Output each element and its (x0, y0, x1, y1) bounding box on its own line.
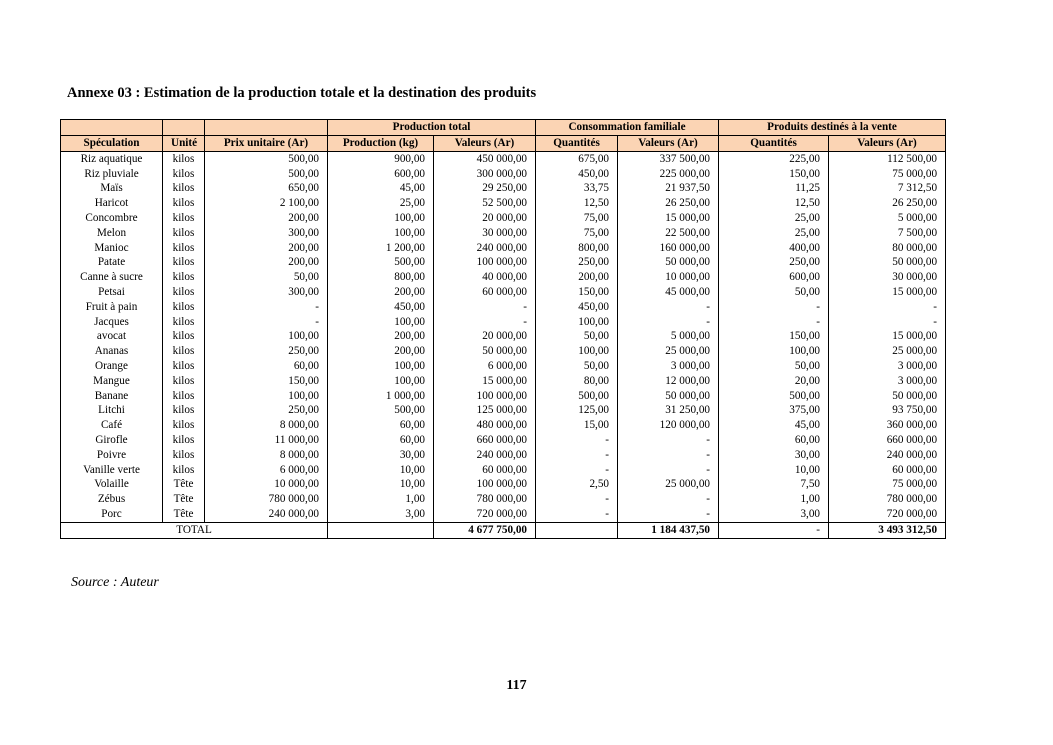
cell-conso-valeur: 25 000,00 (618, 344, 719, 359)
cell-speculation: Poivre (61, 448, 163, 463)
table-row (61, 359, 946, 374)
table-footer (61, 522, 946, 538)
cell-prix-unitaire: 8 000,00 (205, 448, 328, 463)
column-header: Spéculation (61, 136, 163, 152)
cell-vente-quantite: 60,00 (719, 433, 829, 448)
cell-production-valeur: 20 000,00 (434, 211, 536, 226)
cell-speculation: Orange (61, 359, 163, 374)
cell-production-valeur: 660 000,00 (434, 433, 536, 448)
cell-vente-valeur: 80 000,00 (829, 241, 946, 256)
cell-vente-quantite: 25,00 (719, 226, 829, 241)
cell-production-valeur: 780 000,00 (434, 492, 536, 507)
cell-production-kg: 450,00 (328, 300, 434, 315)
cell-production-valeur: 240 000,00 (434, 448, 536, 463)
cell-unite: kilos (163, 270, 205, 285)
cell-speculation: Café (61, 418, 163, 433)
cell-production-valeur: 100 000,00 (434, 389, 536, 404)
cell-prix-unitaire: 200,00 (205, 211, 328, 226)
cell-production-valeur: 50 000,00 (434, 344, 536, 359)
cell-vente-valeur: 3 000,00 (829, 374, 946, 389)
cell-vente-valeur: 26 250,00 (829, 196, 946, 211)
cell-conso-quantite: - (536, 448, 618, 463)
table-row (61, 211, 946, 226)
page-number: 117 (506, 678, 527, 693)
cell-conso-valeur: 25 000,00 (618, 478, 719, 493)
cell-vente-valeur: 30 000,00 (829, 270, 946, 285)
table-row (61, 448, 946, 463)
cell-conso-quantite: 50,00 (536, 330, 618, 345)
cell-prix-unitaire: 6 000,00 (205, 463, 328, 478)
cell-vente-quantite: 3,00 (719, 507, 829, 522)
cell-unite: kilos (163, 359, 205, 374)
column-header: Valeurs (Ar) (618, 136, 719, 152)
cell-prix-unitaire: 60,00 (205, 359, 328, 374)
cell-prix-unitaire: 780 000,00 (205, 492, 328, 507)
table-row (61, 196, 946, 211)
table-row (61, 374, 946, 389)
cell-vente-quantite: 1,00 (719, 492, 829, 507)
cell-conso-valeur: 21 937,50 (618, 182, 719, 197)
table-row (61, 256, 946, 271)
cell-production-kg: 30,00 (328, 448, 434, 463)
cell-vente-quantite: 50,00 (719, 359, 829, 374)
total-blank-cell (536, 522, 618, 538)
cell-vente-quantite: 100,00 (719, 344, 829, 359)
cell-vente-valeur: 93 750,00 (829, 404, 946, 419)
cell-production-kg: 45,00 (328, 182, 434, 197)
cell-conso-quantite: 12,50 (536, 196, 618, 211)
cell-unite: kilos (163, 463, 205, 478)
cell-conso-quantite: - (536, 507, 618, 522)
cell-conso-valeur: 22 500,00 (618, 226, 719, 241)
cell-prix-unitaire: 500,00 (205, 167, 328, 182)
cell-vente-valeur: - (829, 315, 946, 330)
cell-unite: kilos (163, 167, 205, 182)
cell-prix-unitaire: 200,00 (205, 241, 328, 256)
cell-conso-quantite: 150,00 (536, 285, 618, 300)
cell-production-valeur: 720 000,00 (434, 507, 536, 522)
cell-speculation: Litchi (61, 404, 163, 419)
cell-vente-quantite: - (719, 315, 829, 330)
cell-unite: kilos (163, 285, 205, 300)
cell-conso-quantite: 80,00 (536, 374, 618, 389)
cell-vente-quantite: 400,00 (719, 241, 829, 256)
cell-unite: kilos (163, 374, 205, 389)
cell-prix-unitaire: - (205, 300, 328, 315)
cell-unite: kilos (163, 182, 205, 197)
cell-vente-valeur: 5 000,00 (829, 211, 946, 226)
cell-production-kg: 10,00 (328, 463, 434, 478)
cell-production-kg: 200,00 (328, 285, 434, 300)
cell-production-kg: 100,00 (328, 374, 434, 389)
cell-production-kg: 100,00 (328, 359, 434, 374)
cell-conso-valeur: 3 000,00 (618, 359, 719, 374)
table-row (61, 285, 946, 300)
table-row (61, 167, 946, 182)
cell-unite: kilos (163, 211, 205, 226)
cell-unite: kilos (163, 389, 205, 404)
cell-prix-unitaire: - (205, 315, 328, 330)
cell-prix-unitaire: 11 000,00 (205, 433, 328, 448)
cell-unite: kilos (163, 196, 205, 211)
header-blank-cell (205, 120, 328, 136)
table-row (61, 270, 946, 285)
column-header: Valeurs (Ar) (829, 136, 946, 152)
cell-speculation: Porc (61, 507, 163, 522)
cell-vente-valeur: 660 000,00 (829, 433, 946, 448)
cell-vente-quantite: 25,00 (719, 211, 829, 226)
cell-prix-unitaire: 100,00 (205, 389, 328, 404)
cell-conso-valeur: 337 500,00 (618, 152, 719, 167)
cell-vente-quantite: 20,00 (719, 374, 829, 389)
cell-prix-unitaire: 500,00 (205, 152, 328, 167)
cell-production-valeur: 100 000,00 (434, 256, 536, 271)
cell-conso-quantite: 50,00 (536, 359, 618, 374)
cell-production-valeur: 40 000,00 (434, 270, 536, 285)
table-row (61, 507, 946, 522)
cell-prix-unitaire: 2 100,00 (205, 196, 328, 211)
cell-production-valeur: 6 000,00 (434, 359, 536, 374)
cell-vente-quantite: 12,50 (719, 196, 829, 211)
cell-production-kg: 100,00 (328, 211, 434, 226)
cell-speculation: Mangue (61, 374, 163, 389)
column-header: Valeurs (Ar) (434, 136, 536, 152)
cell-conso-valeur: 5 000,00 (618, 330, 719, 345)
table-header (61, 120, 946, 152)
cell-vente-quantite: 500,00 (719, 389, 829, 404)
cell-production-kg: 500,00 (328, 256, 434, 271)
cell-speculation: Petsai (61, 285, 163, 300)
cell-prix-unitaire: 10 000,00 (205, 478, 328, 493)
cell-conso-quantite: 75,00 (536, 211, 618, 226)
total-label: TOTAL (61, 522, 328, 538)
cell-speculation: Manioc (61, 241, 163, 256)
cell-production-valeur: 100 000,00 (434, 478, 536, 493)
column-header: Unité (163, 136, 205, 152)
cell-speculation: Riz pluviale (61, 167, 163, 182)
cell-production-kg: 1 000,00 (328, 389, 434, 404)
cell-vente-valeur: 720 000,00 (829, 507, 946, 522)
cell-production-valeur: - (434, 315, 536, 330)
cell-vente-valeur: 780 000,00 (829, 492, 946, 507)
cell-production-kg: 60,00 (328, 433, 434, 448)
cell-prix-unitaire: 50,00 (205, 270, 328, 285)
cell-conso-valeur: 10 000,00 (618, 270, 719, 285)
cell-production-kg: 100,00 (328, 315, 434, 330)
page-title: Annexe 03 : Estimation de la production totale et la destination des produits (67, 85, 537, 101)
cell-unite: kilos (163, 404, 205, 419)
cell-conso-quantite: 33,75 (536, 182, 618, 197)
cell-vente-quantite: 45,00 (719, 418, 829, 433)
cell-vente-quantite: 7,50 (719, 478, 829, 493)
cell-speculation: Jacques (61, 315, 163, 330)
cell-vente-quantite: 600,00 (719, 270, 829, 285)
cell-unite: kilos (163, 330, 205, 345)
table-row (61, 492, 946, 507)
cell-vente-valeur: 3 000,00 (829, 359, 946, 374)
cell-conso-quantite: 500,00 (536, 389, 618, 404)
cell-unite: kilos (163, 433, 205, 448)
cell-unite: kilos (163, 418, 205, 433)
header-blank-cell (61, 120, 163, 136)
table-row (61, 315, 946, 330)
cell-conso-valeur: - (618, 492, 719, 507)
cell-conso-valeur: 26 250,00 (618, 196, 719, 211)
cell-vente-valeur: 112 500,00 (829, 152, 946, 167)
cell-unite: kilos (163, 241, 205, 256)
cell-production-kg: 900,00 (328, 152, 434, 167)
cell-vente-quantite: 150,00 (719, 167, 829, 182)
cell-production-kg: 1 200,00 (328, 241, 434, 256)
cell-prix-unitaire: 8 000,00 (205, 418, 328, 433)
cell-speculation: Canne à sucre (61, 270, 163, 285)
table-row (61, 152, 946, 167)
cell-vente-quantite: 50,00 (719, 285, 829, 300)
cell-speculation: Fruit à pain (61, 300, 163, 315)
cell-unite: Tête (163, 492, 205, 507)
cell-conso-valeur: - (618, 433, 719, 448)
table-row (61, 404, 946, 419)
cell-prix-unitaire: 150,00 (205, 374, 328, 389)
cell-prix-unitaire: 100,00 (205, 330, 328, 345)
cell-unite: kilos (163, 448, 205, 463)
cell-vente-quantite: 30,00 (719, 448, 829, 463)
header-blank-cell (163, 120, 205, 136)
cell-prix-unitaire: 240 000,00 (205, 507, 328, 522)
cell-speculation: Concombre (61, 211, 163, 226)
total-blank-cell (328, 522, 434, 538)
total-vente-quantity: - (719, 522, 829, 538)
table-row (61, 418, 946, 433)
cell-speculation: avocat (61, 330, 163, 345)
header-production-total: Production total (328, 120, 536, 136)
cell-vente-quantite: 11,25 (719, 182, 829, 197)
cell-production-valeur: 20 000,00 (434, 330, 536, 345)
cell-conso-valeur: - (618, 315, 719, 330)
cell-conso-valeur: 31 250,00 (618, 404, 719, 419)
cell-conso-quantite: 675,00 (536, 152, 618, 167)
cell-prix-unitaire: 300,00 (205, 285, 328, 300)
table-row (61, 344, 946, 359)
cell-production-valeur: 52 500,00 (434, 196, 536, 211)
cell-prix-unitaire: 650,00 (205, 182, 328, 197)
cell-vente-valeur: 25 000,00 (829, 344, 946, 359)
cell-production-kg: 25,00 (328, 196, 434, 211)
cell-production-valeur: 480 000,00 (434, 418, 536, 433)
cell-speculation: Banane (61, 389, 163, 404)
cell-vente-valeur: 360 000,00 (829, 418, 946, 433)
cell-production-valeur: 450 000,00 (434, 152, 536, 167)
cell-conso-valeur: - (618, 448, 719, 463)
cell-conso-quantite: 200,00 (536, 270, 618, 285)
cell-vente-valeur: 7 312,50 (829, 182, 946, 197)
cell-unite: kilos (163, 300, 205, 315)
cell-production-valeur: 60 000,00 (434, 463, 536, 478)
cell-conso-valeur: 160 000,00 (618, 241, 719, 256)
table-row (61, 226, 946, 241)
cell-production-kg: 800,00 (328, 270, 434, 285)
total-row (61, 522, 946, 538)
cell-speculation: Maïs (61, 182, 163, 197)
cell-conso-quantite: 800,00 (536, 241, 618, 256)
cell-production-valeur: - (434, 300, 536, 315)
cell-conso-valeur: 12 000,00 (618, 374, 719, 389)
table-row (61, 300, 946, 315)
cell-vente-valeur: 15 000,00 (829, 285, 946, 300)
cell-conso-valeur: 120 000,00 (618, 418, 719, 433)
cell-speculation: Haricot (61, 196, 163, 211)
cell-conso-valeur: 50 000,00 (618, 256, 719, 271)
cell-production-kg: 200,00 (328, 344, 434, 359)
cell-prix-unitaire: 200,00 (205, 256, 328, 271)
header-produits-vente: Produits destinés à la vente (719, 120, 946, 136)
cell-production-kg: 3,00 (328, 507, 434, 522)
cell-conso-valeur: - (618, 300, 719, 315)
cell-production-kg: 500,00 (328, 404, 434, 419)
table-row (61, 478, 946, 493)
table-row (61, 330, 946, 345)
cell-conso-valeur: 225 000,00 (618, 167, 719, 182)
cell-speculation: Melon (61, 226, 163, 241)
cell-unite: Tête (163, 507, 205, 522)
cell-vente-valeur: 50 000,00 (829, 256, 946, 271)
cell-vente-valeur: 75 000,00 (829, 167, 946, 182)
cell-speculation: Vanille verte (61, 463, 163, 478)
cell-conso-quantite: 100,00 (536, 315, 618, 330)
cell-conso-quantite: 100,00 (536, 344, 618, 359)
cell-vente-quantite: 375,00 (719, 404, 829, 419)
cell-vente-valeur: 15 000,00 (829, 330, 946, 345)
cell-production-valeur: 300 000,00 (434, 167, 536, 182)
cell-speculation: Patate (61, 256, 163, 271)
cell-conso-quantite: 250,00 (536, 256, 618, 271)
cell-conso-quantite: 75,00 (536, 226, 618, 241)
cell-production-valeur: 240 000,00 (434, 241, 536, 256)
cell-conso-valeur: - (618, 507, 719, 522)
cell-production-kg: 60,00 (328, 418, 434, 433)
table-row (61, 463, 946, 478)
cell-vente-quantite: 10,00 (719, 463, 829, 478)
cell-unite: kilos (163, 152, 205, 167)
cell-vente-valeur: - (829, 300, 946, 315)
cell-vente-quantite: 225,00 (719, 152, 829, 167)
cell-speculation: Ananas (61, 344, 163, 359)
source-note: Source : Auteur (71, 575, 159, 590)
cell-production-valeur: 29 250,00 (434, 182, 536, 197)
cell-production-valeur: 60 000,00 (434, 285, 536, 300)
cell-production-kg: 10,00 (328, 478, 434, 493)
cell-unite: kilos (163, 315, 205, 330)
cell-vente-quantite: - (719, 300, 829, 315)
cell-conso-quantite: - (536, 433, 618, 448)
cell-vente-valeur: 240 000,00 (829, 448, 946, 463)
cell-production-kg: 200,00 (328, 330, 434, 345)
cell-conso-valeur: 15 000,00 (618, 211, 719, 226)
total-consommation-value: 1 184 437,50 (618, 522, 719, 538)
cell-unite: kilos (163, 226, 205, 241)
cell-conso-valeur: - (618, 463, 719, 478)
cell-conso-quantite: 125,00 (536, 404, 618, 419)
cell-conso-quantite: 450,00 (536, 300, 618, 315)
table-row (61, 389, 946, 404)
cell-conso-valeur: 50 000,00 (618, 389, 719, 404)
cell-production-kg: 1,00 (328, 492, 434, 507)
cell-vente-quantite: 250,00 (719, 256, 829, 271)
cell-unite: kilos (163, 256, 205, 271)
header-column-row (61, 136, 946, 152)
cell-vente-valeur: 75 000,00 (829, 478, 946, 493)
cell-prix-unitaire: 300,00 (205, 226, 328, 241)
cell-vente-valeur: 50 000,00 (829, 389, 946, 404)
header-group-row (61, 120, 946, 136)
cell-conso-quantite: 2,50 (536, 478, 618, 493)
cell-conso-valeur: 45 000,00 (618, 285, 719, 300)
cell-conso-quantite: 450,00 (536, 167, 618, 182)
cell-conso-quantite: - (536, 463, 618, 478)
cell-speculation: Volaille (61, 478, 163, 493)
cell-vente-valeur: 60 000,00 (829, 463, 946, 478)
column-header: Quantités (536, 136, 618, 152)
total-vente-value: 3 493 312,50 (829, 522, 946, 538)
cell-vente-valeur: 7 500,00 (829, 226, 946, 241)
cell-prix-unitaire: 250,00 (205, 344, 328, 359)
cell-production-kg: 600,00 (328, 167, 434, 182)
cell-speculation: Girofle (61, 433, 163, 448)
cell-unite: Tête (163, 478, 205, 493)
cell-prix-unitaire: 250,00 (205, 404, 328, 419)
cell-speculation: Zébus (61, 492, 163, 507)
cell-production-valeur: 30 000,00 (434, 226, 536, 241)
column-header: Quantités (719, 136, 829, 152)
table-row (61, 182, 946, 197)
header-consommation-familiale: Consommation familiale (536, 120, 719, 136)
table-row (61, 433, 946, 448)
total-production-value: 4 677 750,00 (434, 522, 536, 538)
cell-production-valeur: 125 000,00 (434, 404, 536, 419)
cell-speculation: Riz aquatique (61, 152, 163, 167)
table-row (61, 241, 946, 256)
column-header: Production (kg) (328, 136, 434, 152)
table-body (61, 152, 946, 523)
column-header: Prix unitaire (Ar) (205, 136, 328, 152)
cell-conso-quantite: 15,00 (536, 418, 618, 433)
cell-production-kg: 100,00 (328, 226, 434, 241)
cell-conso-quantite: - (536, 492, 618, 507)
cell-vente-quantite: 150,00 (719, 330, 829, 345)
cell-production-valeur: 15 000,00 (434, 374, 536, 389)
production-table (60, 119, 946, 539)
cell-unite: kilos (163, 344, 205, 359)
